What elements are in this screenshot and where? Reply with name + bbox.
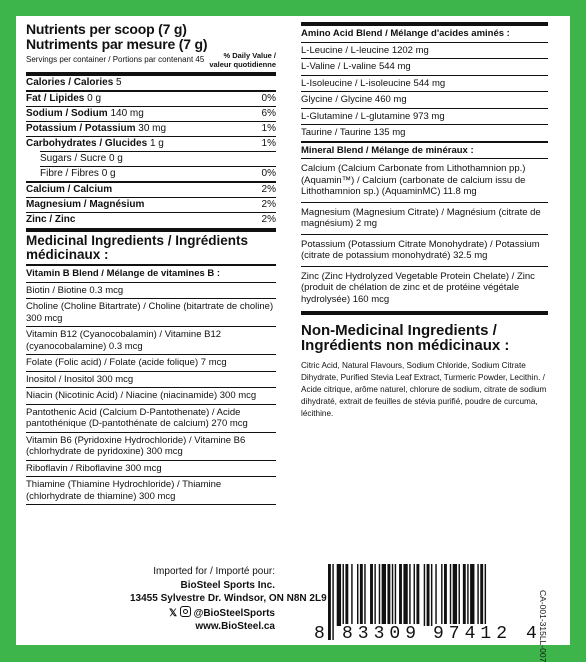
non-medicinal-title-line2: Ingrédients non médicinaux :: [301, 337, 510, 354]
row-value: 0 g: [108, 153, 123, 164]
left-column: [26, 22, 276, 505]
nutrition-row: [26, 76, 276, 90]
row-dv: 0%: [261, 168, 276, 179]
barcode-bar: [392, 564, 393, 626]
barcode-bar: [370, 564, 373, 626]
row-value: 0 g: [87, 93, 102, 104]
amino-title: Amino Acid Blend / Mélange d'acides aminés :: [301, 28, 510, 39]
barcode-bar: [374, 564, 375, 626]
company-address: 13455 Sylvestre Dr. Windsor, ON N8N 2L9: [130, 593, 327, 604]
barcode-bar: [441, 564, 442, 626]
website: www.BioSteel.ca: [195, 621, 275, 632]
dv-header-line2: valeur quotidienne: [209, 60, 276, 69]
barcode-bar: [435, 564, 436, 626]
row-dv: 2%: [261, 184, 276, 195]
row-dv: 2%: [261, 199, 276, 210]
mineral-item: Potassium (Potassium Citrate Monohydrate) / Potassium (citrate de potassium monohydraté) 32.5 mg: [301, 238, 540, 261]
barcode-digits: [316, 624, 541, 644]
row-name: Calcium / Calcium: [26, 184, 113, 195]
amino-item: L-Glutamine / L-glutamine 973 mg: [301, 110, 445, 122]
social-handle-text: @BioSteelSports: [193, 607, 275, 619]
mineral-item: Magnesium (Magnesium Citrate) / Magnésium (citrate de magnésium) 2 mg: [301, 206, 541, 229]
barcode-bar: [414, 564, 415, 626]
right-column: [301, 22, 548, 420]
barcode-bar: [382, 564, 386, 626]
row-dv: 2%: [261, 214, 276, 225]
row-dv: 1%: [261, 138, 276, 149]
barcode-bar: [431, 564, 432, 626]
nutrition-table: [26, 76, 276, 227]
barcode-bar: [470, 564, 474, 626]
row-name: Magnesium / Magnésium: [26, 199, 145, 210]
servings-text: Servings per container / Portions par contenant 45: [26, 55, 205, 64]
nutrition-row: [26, 92, 276, 106]
barcode-digit-first: 8: [314, 624, 325, 644]
barcode-bar: [379, 564, 380, 626]
barcode-bar: [450, 564, 451, 626]
product-code: CA-001-315LL-007: [538, 590, 548, 662]
row-name: Fat / Lipides: [26, 93, 85, 104]
barcode-bar: [477, 564, 478, 626]
barcode-bar: [480, 564, 483, 626]
ingredient-item: Riboflavin / Riboflavine 300 mcg: [26, 462, 162, 474]
row-dv: [240, 77, 276, 89]
barcode-bar: [337, 564, 341, 626]
ingredient-item: Vitamin B6 (Pyridoxine Hydrochloride) / Vitamine B6 (chlorhydrate de pyridoxine) 300 mcg: [26, 434, 246, 457]
instagram-icon: [180, 606, 191, 617]
row-name: Potassium / Potassium: [26, 123, 136, 134]
row-dv: 6%: [261, 108, 276, 119]
mineral-item: Zinc (Zinc Hydrolyzed Vegetable Protein Chelate) / Zinc (produit de chélation de zinc et de protéine végétale hydrolysée) 160 mcg: [301, 270, 535, 305]
barcode-bar: [459, 564, 460, 626]
nutrition-row: [26, 107, 276, 121]
amino-item: L-Isoleucine / L-isoleucine 544 mg: [301, 77, 446, 89]
amino-item: Glycine / Glycine 460 mg: [301, 94, 407, 105]
dv-header: [209, 51, 276, 69]
row-name: Zinc / Zinc: [26, 214, 76, 225]
barcode-bar: [351, 564, 352, 626]
importer-block: [130, 565, 327, 634]
mineral-item: Calcium (Calcium Carbonate from Lithothamnion pp.) (Aquamin™) / Calcium (carbonate de calcium issu de Lithothamnion sp.) (AquaminMC) 11.8 mg: [301, 163, 526, 197]
barcode-bar: [360, 564, 363, 626]
nutrition-row: [26, 198, 276, 212]
medicinal-title-line2: médicinaux :: [26, 246, 109, 262]
row-value: 140 mg: [110, 108, 144, 119]
barcode-bar: [343, 564, 344, 626]
ingredient-item: Folate (Folic acid) / Folate (acide folique) 7 mcg: [26, 357, 227, 368]
barcode-bar: [387, 564, 390, 626]
medicinal-title-line1: Medicinal Ingredients / Ingrédients: [26, 233, 249, 248]
row-dv: [240, 153, 276, 165]
barcode-bar: [395, 564, 396, 626]
row-value: 30 mg: [138, 123, 167, 134]
row-dv: 0%: [261, 93, 276, 104]
barcode-bar: [403, 564, 407, 626]
non-medicinal-title-line1: Non-Medicinal Ingredients /: [301, 322, 497, 339]
barcode-bar: [345, 564, 348, 626]
barcode-bar: [444, 564, 447, 626]
row-dv: 1%: [261, 123, 276, 134]
vitamin-b-blend-title: Vitamin B Blend / Mélange de vitamines B :: [26, 268, 221, 279]
nutrition-row: [26, 152, 276, 166]
amino-item: L-Leucine / L-leucine 1202 mg: [301, 44, 429, 56]
row-name: Fibre / Fibres: [40, 168, 99, 179]
ingredient-item: Vitamin B12 (Cyanocobalamin) / Vitamine B12 (cyanocobalamine) 0.3 mcg: [26, 329, 222, 352]
barcode-bar: [357, 564, 358, 626]
nutrition-row: [26, 213, 276, 227]
nutrition-title-en: Nutrients per scoop (7 g): [26, 21, 187, 37]
barcode-group1: 83309: [342, 624, 422, 644]
company-name: BioSteel Sports Inc.: [180, 579, 275, 591]
row-value: 5: [116, 77, 122, 88]
non-medicinal-text: Citric Acid, Natural Flavours, Sodium Chloride, Sodium Citrate Dihydrate, Purified Stevia Leaf Extract, Turmeric Powder, Lecithin. / Acide citrique, arôme naturel, chlorure de sodium, citrate de sodium dihydraté, extrait de feuilles de stévia purifié, poudre de curcuma, lécithine.: [301, 361, 547, 418]
barcode-bar: [416, 564, 419, 626]
nutrition-row: [26, 122, 276, 136]
ingredient-item: Pantothenic Acid (Calcium D-Pantothenate) / Acide pantothénique (D-pantothénate de calcium) 270 mcg: [26, 406, 248, 429]
divider: [26, 228, 276, 232]
barcode-digit-last: 4: [526, 624, 537, 644]
row-name: Calories / Calories: [26, 77, 114, 88]
nutrition-title-fr: Nutriments par mesure (7 g): [26, 36, 208, 52]
barcode-bar: [453, 564, 457, 626]
imported-for-label: Imported for / Importé pour:: [153, 566, 275, 577]
barcode-bar: [424, 564, 425, 626]
dv-header-line1: % Daily Value /: [223, 51, 276, 60]
row-name: Sugars / Sucre: [40, 153, 107, 164]
nutrition-row: [26, 183, 276, 197]
social-handle: [130, 606, 275, 621]
row-name: Sodium / Sodium: [26, 108, 108, 119]
ingredient-item: Niacin (Nicotinic Acid) / Niacine (niacinamide) 300 mcg: [26, 390, 257, 401]
nutrition-row: [26, 137, 276, 151]
barcode-bar: [467, 564, 468, 626]
barcode-bar: [364, 564, 365, 626]
barcode-bar: [427, 564, 430, 626]
row-value: 1 g: [149, 138, 164, 149]
row-value: 0 g: [101, 168, 116, 179]
ingredient-item: Choline (Choline Bitartrate) / Choline (bitartrate de choline) 300 mcg: [26, 301, 274, 324]
amino-item: L-Valine / L-valine 544 mg: [301, 61, 411, 72]
amino-item: Taurine / Taurine 135 mg: [301, 127, 406, 138]
mineral-title: Mineral Blend / Mélange de minéraux :: [301, 144, 474, 156]
ingredient-item: Biotin / Biotine 0.3 mcg: [26, 284, 124, 296]
ingredient-item: Thiamine (Thiamine Hydrochloride) / Thiamine (chlorhydrate de thiamine) 300 mcg: [26, 479, 222, 502]
x-icon: 𝕏: [168, 607, 177, 619]
barcode-bar: [463, 564, 466, 626]
nutrition-row: [26, 167, 276, 181]
barcode-bar: [399, 564, 402, 626]
barcode-group2: 97412: [433, 624, 513, 644]
row-name: Carbohydrates / Glucides: [26, 138, 148, 149]
ingredient-item: Inositol / Inositol 300 mcg: [26, 373, 134, 385]
